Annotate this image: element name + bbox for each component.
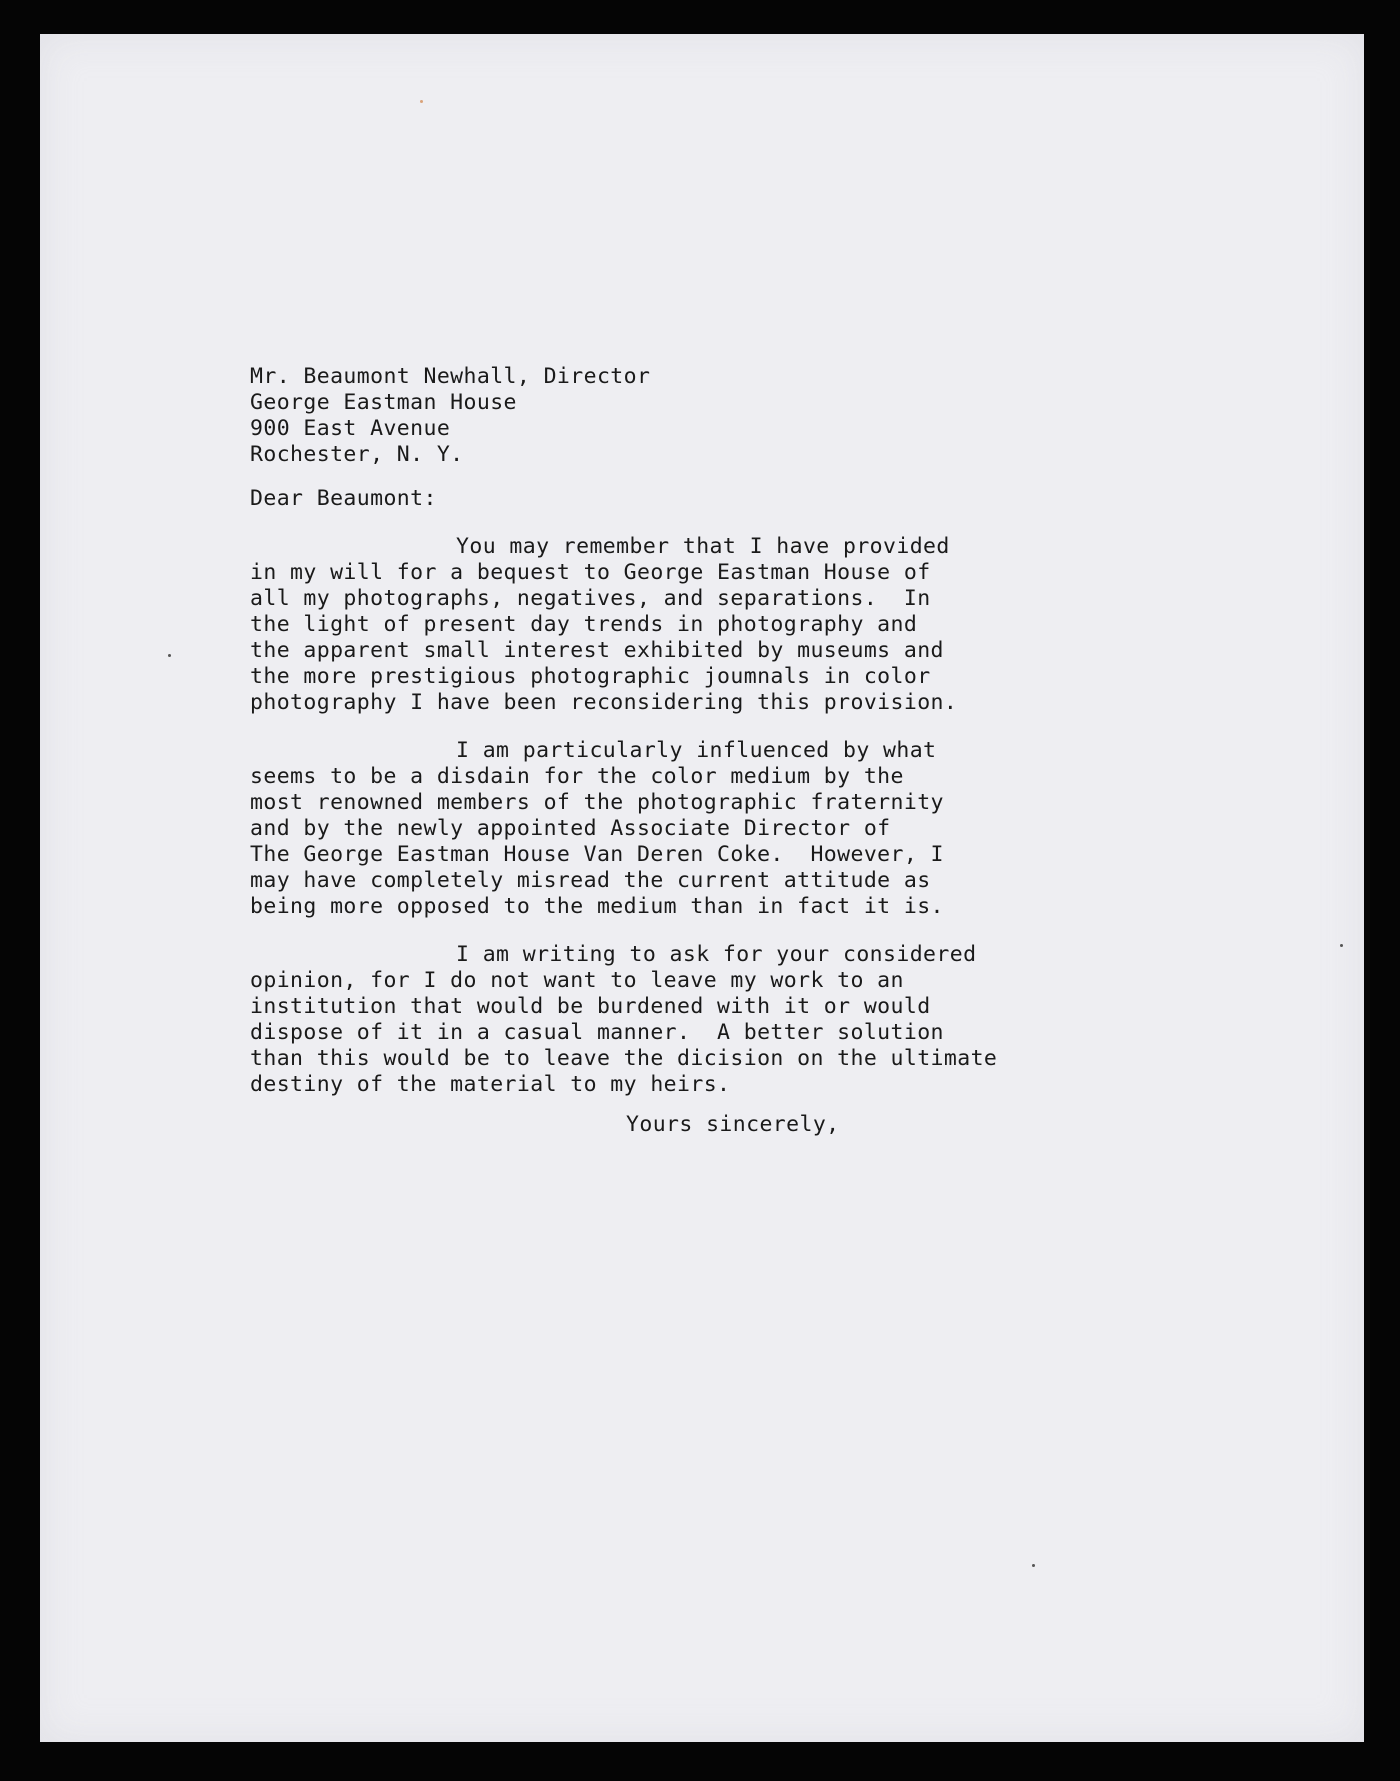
paragraph-2 [250,738,1230,920]
paragraph-line: seems to be a disdain for the color medium by the [250,764,904,789]
paragraph-line: the light of present day trends in photography and [250,612,918,637]
paragraph-line: the more prestigious photographic joumnals in color [250,664,931,689]
paragraph-line: I am writing to ask for your considered [456,942,977,967]
paragraph-line: institution that would be burdened with it or would [250,994,931,1019]
paper-speck [1340,944,1343,947]
recipient-address [250,364,1230,468]
paragraph-line: most renowned members of the photographic fraternity [250,790,944,815]
address-line: Mr. Beaumont Newhall, Director [250,364,651,389]
paper-speck [420,100,423,103]
paragraph-line: may have completely misread the current attitude as [250,868,931,893]
address-line: Rochester, N. Y. [250,442,464,467]
paragraph-3 [250,942,1230,1098]
paragraph-line: in my will for a bequest to George Eastman House of [250,560,931,585]
paragraph-1 [250,534,1230,716]
paper-speck [1032,1564,1035,1567]
closing: Yours sincerely, [626,1112,840,1137]
paragraph-line: the apparent small interest exhibited by museums and [250,638,944,663]
paragraph-line: than this would be to leave the dicision on the ultimate [250,1046,998,1071]
paragraph-line: and by the newly appointed Associate Director of [250,816,891,841]
paragraph-line: I am particularly influenced by what [456,738,937,763]
salutation: Dear Beaumont: [250,486,437,511]
paragraph-line: destiny of the material to my heirs. [250,1072,731,1097]
paragraph-line: photography I have been reconsidering this provision. [250,690,958,715]
letter-body [250,364,1230,1138]
paragraph-line: You may remember that I have provided [456,534,950,559]
paragraph-line: all my photographs, negatives, and separations. In [250,586,931,611]
paragraph-line: dispose of it in a casual manner. A better solution [250,1020,944,1045]
address-line: 900 East Avenue [250,416,451,441]
paragraph-line: being more opposed to the medium than in fact it is. [250,894,944,919]
paragraph-line: opinion, for I do not want to leave my work to an [250,968,904,993]
address-line: George Eastman House [250,390,517,415]
paragraph-line: The George Eastman House Van Deren Coke. However, I [250,842,944,867]
paper-speck [168,654,171,657]
